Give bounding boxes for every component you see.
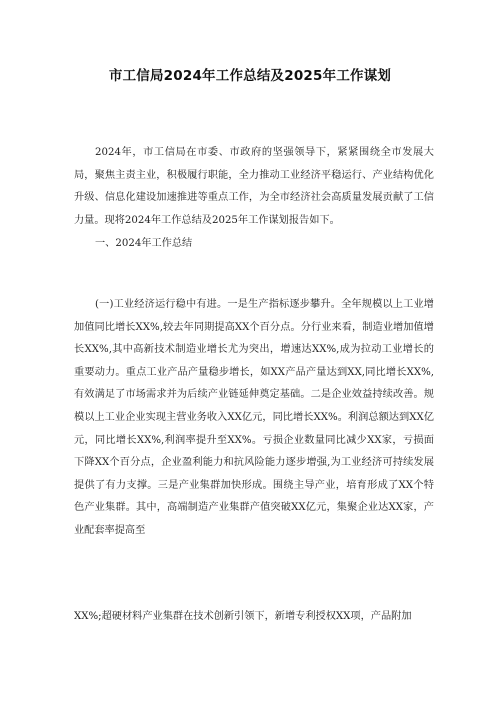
section-heading: 一、2024年工作总结 <box>95 238 193 249</box>
body-paragraph-continued: XX%;超硬材料产业集群在技术创新引领下，新增专利授权XX项，产品附加 <box>74 611 412 622</box>
document-title: 市工信局2024年工作总结及2025年工作谋划 <box>108 68 392 84</box>
body-paragraph: (一)工业经济运行稳中有进。一是生产指标逐步攀升。全年规模以上工业增加值同比增长XX%,较去年同期提高XX个百分点。分行业来看，制造业增加值增长XX%,其中高新技术制造业增长尤为突出，增速达XX%,成为拉动工业增长的重要动力。重点工业产品产量稳步增长，如XX产品产量达到XX,同比增长XX%,有效满足了市场需求并为后续产业链延伸奠定基础。二是企业效益持续改善。规模以上工业企业实现主营业务收入XX亿元，同比增长XX%。利润总额达到XX亿元，同比增长XX%,利润率提升至XX%。亏损企业数量同比减少XX家，亏损面下降XX个百分点，企业盈利能力和抗风险能力逐步增强,为工业经济可持续发展提供了有力支撑。三是产业集群加快形成。围绕主导产业，培育形成了XX个特色产业集群。其中，高端制造产业集群产值突破XX亿元，集聚企业达XX家，产业配套率提高至 <box>74 299 434 536</box>
intro-paragraph: 2024年，市工信局在市委、市政府的坚强领导下，紧紧围绕全市发展大局，聚焦主责主业，积极履行职能，全力推动工业经济平稳运行、产业结构优化升级、信息化建设加速推进等重点工作，为全市经济社会高质量发展贡献了工信力量。现将2024年工作总结及2025年工作谋划报告如下。 <box>74 147 434 226</box>
